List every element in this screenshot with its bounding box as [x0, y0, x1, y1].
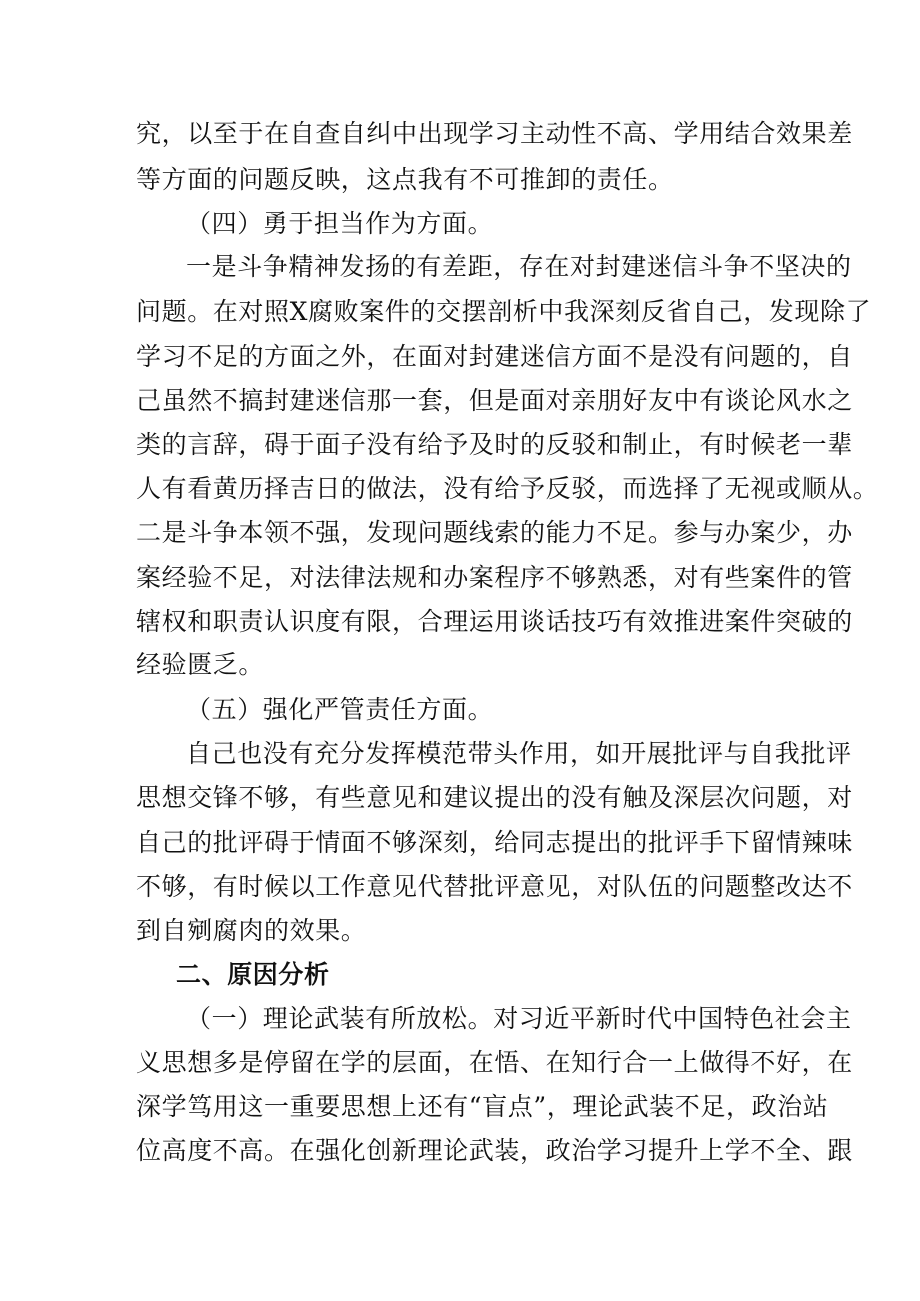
body-line: 深学笃用这一重要思想上还有“盲点”，理论武装不足，政治站: [136, 1092, 829, 1121]
body-line: 二是斗争本领不强，发现问题线索的能力不足。参与办案少，办: [136, 518, 853, 547]
body-line: （一）理论武装有所放松。对习近平新时代中国特色社会主: [186, 1004, 852, 1033]
body-line: 己虽然不搞封建迷信那一套，但是面对亲朋好友中有谈论风水之: [136, 386, 853, 415]
body-line: 位高度不高。在强化创新理论武装，政治学习提升上学不全、跟: [136, 1136, 853, 1165]
body-line: 等方面的问题反映，这点我有不可推卸的责任。: [136, 165, 674, 194]
section-title-four: （四）勇于担当作为方面。: [186, 209, 494, 238]
body-line: 问题。在对照X腐败案件的交摆剖析中我深刻反省自己，发现除了: [136, 297, 872, 326]
body-line: 类的言辞，碍于面子没有给予及时的反驳和制止，有时候老一辈: [136, 430, 853, 459]
body-line: 自己的批评碍于情面不够深刻，给同志提出的批评手下留情辣味: [136, 828, 853, 857]
body-line: 经验匮乏。: [136, 650, 265, 679]
body-line: 思想交锋不够，有些意见和建议提出的没有触及深层次问题，对: [136, 783, 853, 812]
body-line: 辖权和职责认识度有限，合理运用谈话技巧有效推进案件突破的: [136, 607, 853, 636]
body-line: 究，以至于在自查自纠中出现学习主动性不高、学用结合效果差: [136, 119, 853, 148]
section-title-five: （五）强化严管责任方面。: [186, 695, 494, 724]
body-line: 案经验不足，对法律法规和办案程序不够熟悉，对有些案件的管: [136, 563, 853, 592]
body-line: 人有看黄历择吉日的做法，没有给予反驳，而选择了无视或顺从。: [136, 474, 879, 503]
body-line: 到自剜腐肉的效果。: [136, 916, 367, 945]
body-line: 学习不足的方面之外，在面对封建迷信方面不是没有问题的，自: [136, 342, 853, 371]
body-line: 不够，有时候以工作意见代替批评意见，对队伍的问题整改达不: [136, 872, 853, 901]
body-line: 义思想多是停留在学的层面，在悟、在知行合一上做得不好，在: [136, 1048, 853, 1077]
body-line: 一是斗争精神发扬的有差距，存在对封建迷信斗争不坚决的: [186, 252, 852, 281]
body-line: 自己也没有充分发挥模范带头作用，如开展批评与自我批评: [186, 739, 852, 768]
chapter-heading: 二、原因分析: [176, 960, 330, 989]
